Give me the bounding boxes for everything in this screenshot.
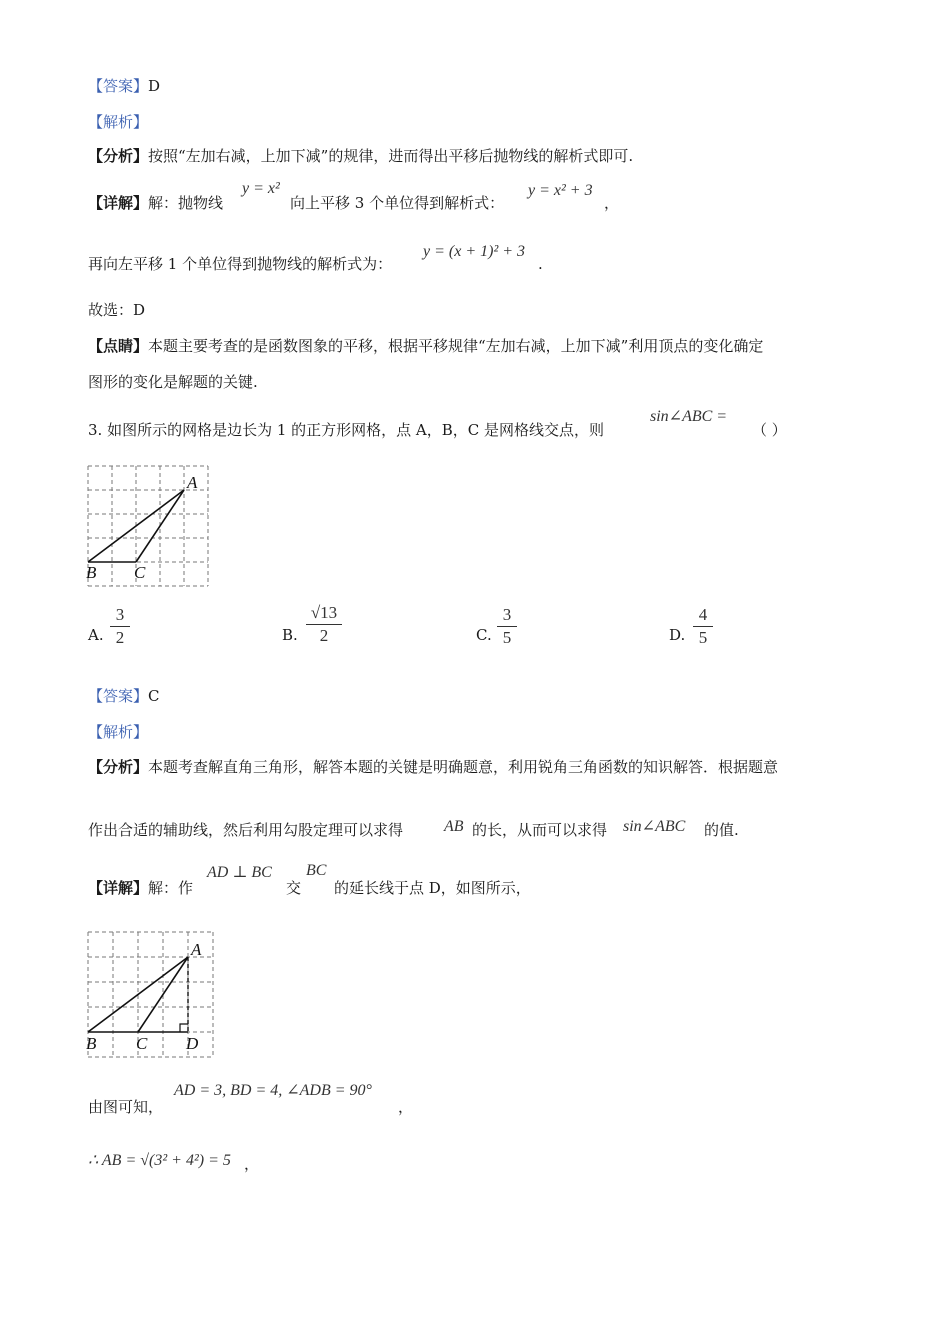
detail-formula-bc: BC xyxy=(306,862,327,879)
answer-tag: 【答案】 xyxy=(88,77,149,95)
question-3-stem: 3. 如图所示的网格是边长为 1 的正方形网格，点 A，B，C 是网格线交点，则 xyxy=(88,421,605,439)
label-b-2: B xyxy=(86,1034,97,1053)
detail-2b: . xyxy=(538,255,543,273)
answer-value-2: C xyxy=(148,687,160,705)
option-c-den: 5 xyxy=(502,628,512,647)
detail-formula-ad-perp-bc: AD ⊥ BC xyxy=(207,864,272,881)
detail-1c: ， xyxy=(604,194,620,212)
fenxi-line-3 xyxy=(88,820,403,840)
fenxi-tag-2: 【分析】 xyxy=(88,758,149,776)
dianjing-1: 本题主要考查的是函数图象的平移，根据平移规律“左加右减，上加下减”利用顶点的变化确定 xyxy=(148,337,764,355)
detail-a: 解：作 xyxy=(148,879,194,897)
grid-figure-1 xyxy=(80,460,220,590)
therefore-formula: ∴ AB = √(3² + 4²) = 5 xyxy=(88,1152,231,1169)
option-d-den: 5 xyxy=(698,628,708,647)
detail-line-2 xyxy=(88,878,193,898)
fraction-bar xyxy=(110,626,130,627)
fraction-bar xyxy=(306,624,342,625)
answer-line-2 xyxy=(88,686,160,706)
fenxi-line-1 xyxy=(88,146,633,166)
option-b-fraction[interactable] xyxy=(306,603,342,646)
fraction-bar xyxy=(497,626,517,627)
detail-c: 的延长线于点 D，如图所示， xyxy=(334,879,531,897)
question-3-paren: （ ） xyxy=(752,421,787,439)
fraction-bar xyxy=(693,626,713,627)
grid-figure-2 xyxy=(80,926,225,1061)
question-3-formula: sin∠ABC = xyxy=(650,408,728,425)
option-a-den: 2 xyxy=(115,628,125,647)
option-d-letter[interactable]: D. xyxy=(669,626,686,644)
option-a-letter[interactable]: A. xyxy=(88,626,104,644)
dianjing-line-1 xyxy=(88,336,763,356)
option-a-num: 3 xyxy=(115,605,125,624)
option-c-letter[interactable]: C. xyxy=(476,626,492,644)
analysis-tag-1: 【解析】 xyxy=(88,113,149,131)
formula-y-x1-3: y = (x + 1)² + 3 xyxy=(423,243,526,260)
fenxi-1: 本题考查解直角三角形，解答本题的关键是明确题意，利用锐角三角函数的知识解答．根据题意 xyxy=(148,758,779,776)
fenxi-line-2 xyxy=(88,757,778,777)
fenxi-2c: 的值. xyxy=(704,821,739,839)
option-b-num: √13 xyxy=(310,603,338,622)
fenxi-2a: 作出合适的辅助线，然后利用勾股定理可以求得 xyxy=(88,821,404,839)
fenxi-ab: AB xyxy=(444,818,464,835)
answer-line-1 xyxy=(88,76,160,96)
fenxi-text: 按照“左加右减，上加下减”的规律，进而得出平移后抛物线的解析式即可. xyxy=(148,147,634,165)
detail-1a: 解：抛物线 xyxy=(148,194,224,212)
label-c-2: C xyxy=(136,1034,148,1053)
detail-2a: 再向左平移 1 个单位得到抛物线的解析式为： xyxy=(88,255,393,273)
detail-tag-2: 【详解】 xyxy=(88,879,149,897)
label-d-2: D xyxy=(186,1034,199,1053)
label-a: A xyxy=(187,473,198,492)
option-b-letter[interactable]: B. xyxy=(282,626,298,644)
know-b: ， xyxy=(398,1098,414,1116)
dianjing-2: 图形的变化是解题的关键. xyxy=(88,373,258,391)
label-a-2: A xyxy=(191,940,202,959)
option-a-fraction[interactable] xyxy=(110,605,130,648)
answer-tag-2: 【答案】 xyxy=(88,687,149,705)
fenxi-sin: sin∠ABC xyxy=(623,818,686,835)
label-c: C xyxy=(134,563,146,582)
option-b-den: 2 xyxy=(319,626,329,645)
label-b: B xyxy=(86,563,97,582)
know-a: 由图可知， xyxy=(88,1098,164,1116)
detail-line-1 xyxy=(88,193,223,213)
know-formula: AD = 3, BD = 4, ∠ADB = 90° xyxy=(174,1082,372,1099)
detail-b: 交 xyxy=(286,879,302,897)
formula-y-x2-3: y = x² + 3 xyxy=(528,182,593,199)
option-d-num: 4 xyxy=(698,605,708,624)
right-angle-mark xyxy=(180,1024,188,1032)
therefore-end: ， xyxy=(244,1155,260,1173)
analysis-tag-2: 【解析】 xyxy=(88,723,149,741)
choose-line: 故选：D xyxy=(88,301,146,319)
answer-value: D xyxy=(148,77,161,95)
dianjing-tag: 【点睛】 xyxy=(88,337,149,355)
option-d-fraction[interactable] xyxy=(693,605,713,648)
option-c-fraction[interactable] xyxy=(497,605,517,648)
detail-1b: 向上平移 3 个单位得到解析式： xyxy=(290,194,505,212)
formula-y-x2: y = x² xyxy=(242,180,280,197)
fenxi-2b: 的长，从而可以求得 xyxy=(472,821,608,839)
fenxi-tag: 【分析】 xyxy=(88,147,149,165)
detail-tag: 【详解】 xyxy=(88,194,149,212)
option-c-num: 3 xyxy=(502,605,512,624)
